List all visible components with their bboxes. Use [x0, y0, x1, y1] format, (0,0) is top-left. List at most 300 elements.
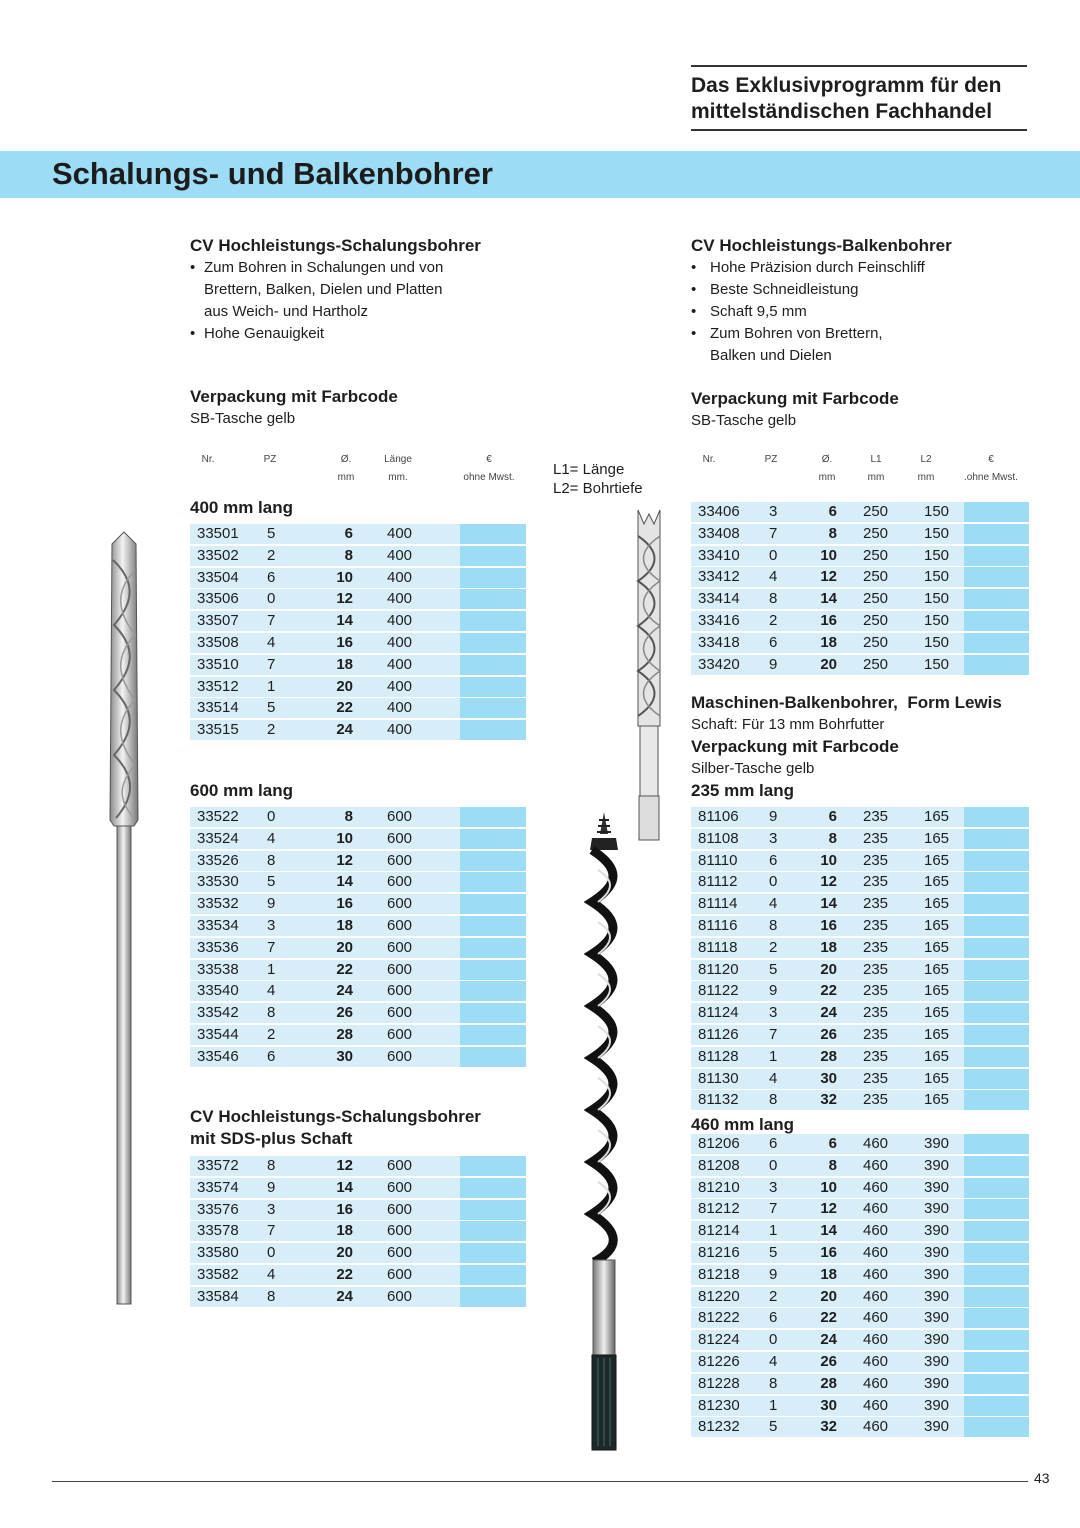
col-price-unit: ohne Mwst. — [463, 472, 515, 483]
price-cell — [460, 829, 526, 849]
cell-diameter: 10 — [820, 1178, 837, 1196]
cell-l2: 165 — [924, 1091, 950, 1109]
cell-pz: 1 — [267, 960, 276, 978]
cell-pz: 3 — [769, 1004, 778, 1022]
cell-l1: 250 — [863, 524, 889, 542]
cell-l2: 390 — [924, 1353, 950, 1370]
price-cell — [460, 894, 526, 914]
cell-pz: 3 — [769, 1178, 778, 1196]
price-cell — [964, 851, 1029, 871]
cell-pz: 4 — [769, 895, 778, 913]
cell-nr: 81226 — [698, 1353, 740, 1370]
cell-l1: 460 — [863, 1156, 889, 1174]
cell-pz: 8 — [769, 1091, 778, 1109]
cell-pz: 2 — [769, 1287, 778, 1305]
cell-pz: 5 — [267, 699, 276, 717]
col-price-unit: .ohne Mwst. — [964, 472, 1018, 483]
cell-length: 600 — [387, 1178, 413, 1196]
table-row — [190, 589, 526, 609]
cell-diameter: 14 — [820, 1222, 837, 1240]
price-cell — [460, 568, 526, 588]
cell-l1: 250 — [863, 633, 889, 651]
col-pz: PZ — [263, 454, 277, 465]
cell-length: 600 — [387, 1026, 413, 1043]
price-cell — [964, 1265, 1029, 1285]
price-cell — [964, 633, 1029, 653]
cell-length: 600 — [387, 1047, 413, 1065]
cell-nr: 81230 — [698, 1396, 740, 1414]
price-cell — [460, 981, 526, 1001]
cell-pz: 5 — [267, 873, 276, 891]
page-number: 43 — [1034, 1470, 1050, 1486]
cell-length: 600 — [387, 1157, 413, 1174]
cell-nr: 33582 — [197, 1266, 239, 1283]
cell-pz: 1 — [769, 1396, 778, 1414]
cell-pz: 6 — [267, 568, 276, 586]
cell-l2: 165 — [924, 917, 950, 934]
price-cell — [460, 546, 526, 566]
table-row — [691, 807, 1029, 827]
cell-nr: 33580 — [197, 1244, 239, 1262]
cell-diameter: 8 — [828, 524, 837, 542]
table-row — [691, 1396, 1029, 1416]
cell-nr: 33420 — [698, 655, 740, 673]
cell-pz: 8 — [267, 1157, 276, 1174]
right-packaging-sub: SB-Tasche gelb — [691, 412, 797, 429]
cell-pz: 0 — [267, 1244, 276, 1262]
bullet-text: aus Weich- und Hartholz — [204, 303, 368, 320]
cell-pz: 7 — [769, 524, 778, 542]
table-row — [190, 938, 526, 958]
cell-nr: 33510 — [197, 655, 239, 673]
price-cell — [460, 655, 526, 675]
cell-diameter: 24 — [820, 1004, 837, 1022]
cell-length: 600 — [387, 1200, 413, 1218]
table-row — [691, 916, 1029, 936]
cell-l2: 165 — [924, 851, 950, 869]
bullet-dot-icon: • — [691, 259, 697, 276]
cell-nr: 33538 — [197, 960, 239, 978]
cell-diameter: 12 — [336, 590, 353, 608]
table-row — [691, 524, 1029, 544]
cell-diameter: 12 — [820, 1200, 837, 1218]
cell-diameter: 28 — [336, 1026, 353, 1043]
left-packaging-title: Verpackung mit Farbcode — [190, 387, 398, 406]
cell-length: 400 — [387, 546, 413, 564]
cell-nr: 33584 — [197, 1287, 239, 1305]
table-row — [190, 1156, 526, 1176]
bullet-text: Brettern, Balken, Dielen und Platten — [204, 281, 443, 298]
cell-nr: 81106 — [698, 808, 739, 825]
price-cell — [460, 960, 526, 980]
cell-nr: 81224 — [698, 1331, 740, 1349]
cell-length: 600 — [387, 1244, 413, 1262]
cell-diameter: 20 — [820, 1287, 837, 1305]
price-cell — [460, 938, 526, 958]
cell-l1: 460 — [863, 1418, 889, 1436]
cell-l1: 460 — [863, 1200, 889, 1218]
cell-l1: 235 — [863, 895, 889, 913]
price-cell — [460, 1047, 526, 1067]
cell-pz: 4 — [267, 829, 276, 847]
bullet-text: Hohe Präzision durch Feinschliff — [710, 259, 925, 276]
col-diameter: Ø. — [340, 454, 352, 465]
cell-diameter: 26 — [820, 1026, 837, 1043]
cell-nr: 33418 — [698, 633, 740, 651]
cell-pz: 1 — [769, 1047, 778, 1065]
table-row — [691, 1025, 1029, 1045]
cell-diameter: 8 — [828, 1156, 837, 1174]
cell-nr: 33534 — [197, 917, 239, 934]
price-cell — [964, 829, 1029, 849]
cell-length: 400 — [387, 655, 413, 673]
cell-pz: 2 — [769, 612, 778, 629]
cell-pz: 9 — [769, 808, 778, 825]
price-cell — [964, 1221, 1029, 1241]
drill-bit-long-icon — [104, 530, 144, 1310]
cell-l2: 150 — [924, 546, 950, 564]
col-l1: L1 — [870, 454, 882, 465]
cell-l1: 250 — [863, 655, 889, 673]
cell-nr: 33542 — [197, 1004, 239, 1022]
cell-l2: 165 — [924, 960, 950, 978]
cell-l2: 165 — [924, 873, 950, 891]
price-cell — [964, 1352, 1029, 1372]
cell-diameter: 6 — [828, 1135, 837, 1152]
cell-pz: 6 — [769, 633, 778, 651]
section-600mm: 600 mm lang — [190, 781, 293, 800]
cell-length: 400 — [387, 612, 413, 630]
cell-length: 600 — [387, 938, 413, 956]
price-cell — [460, 1200, 526, 1220]
cell-nr: 81112 — [698, 873, 738, 891]
cell-length: 400 — [387, 525, 413, 542]
cell-l1: 460 — [863, 1287, 889, 1305]
cell-diameter: 24 — [336, 982, 353, 1000]
cell-pz: 5 — [267, 525, 276, 542]
cell-pz: 9 — [267, 1178, 276, 1196]
cell-l2: 150 — [924, 568, 950, 586]
price-cell — [964, 807, 1029, 827]
cell-nr: 33501 — [197, 525, 239, 542]
cell-l1: 235 — [863, 1091, 889, 1109]
cell-l2: 165 — [924, 1026, 950, 1043]
cell-l2: 390 — [924, 1331, 950, 1349]
cell-diameter: 28 — [820, 1047, 837, 1065]
cell-pz: 7 — [769, 1200, 778, 1218]
table-row — [190, 1221, 526, 1241]
cell-nr: 81210 — [698, 1178, 740, 1196]
cell-length: 600 — [387, 1266, 413, 1283]
table-row — [691, 589, 1029, 609]
cell-l2: 165 — [924, 808, 950, 825]
table-row — [190, 894, 526, 914]
cell-l2: 165 — [924, 895, 950, 913]
price-cell — [964, 1199, 1029, 1219]
cell-l2: 165 — [924, 938, 950, 956]
price-cell — [964, 960, 1029, 980]
bullet-text: Hohe Genauigkeit — [204, 325, 325, 342]
table-row — [691, 1330, 1029, 1350]
cell-l2: 150 — [924, 633, 950, 651]
cell-nr: 33506 — [197, 590, 239, 608]
cell-diameter: 18 — [820, 1265, 837, 1283]
cell-diameter: 16 — [820, 917, 837, 934]
price-cell — [964, 611, 1029, 631]
auger-bit-flat-tip-icon — [632, 506, 666, 846]
cell-nr: 33530 — [197, 873, 239, 891]
col-nr: Nr. — [702, 454, 716, 465]
cell-diameter: 30 — [820, 1396, 837, 1414]
cell-pz: 4 — [267, 982, 276, 1000]
table-row — [691, 960, 1029, 980]
cell-diameter: 8 — [828, 829, 837, 847]
cell-diameter: 22 — [336, 1266, 353, 1283]
table-row — [190, 807, 526, 827]
table-row — [691, 829, 1029, 849]
cell-diameter: 12 — [820, 873, 837, 891]
cell-l2: 150 — [924, 503, 950, 520]
price-cell — [964, 1069, 1029, 1089]
cell-pz: 2 — [267, 546, 276, 564]
col-pz: PZ — [764, 454, 778, 465]
table-row — [190, 872, 526, 892]
price-cell — [460, 916, 526, 936]
section-460mm: 460 mm lang — [691, 1115, 794, 1134]
table-row — [190, 720, 526, 740]
cell-diameter: 8 — [344, 808, 353, 825]
cell-pz: 4 — [267, 1266, 276, 1283]
cell-diameter: 12 — [336, 851, 353, 869]
bullet-text: Schaft 9,5 mm — [710, 303, 807, 320]
cell-pz: 0 — [267, 808, 276, 825]
cell-nr: 81108 — [698, 829, 739, 847]
cell-nr: 81130 — [698, 1069, 739, 1087]
cell-diameter: 18 — [336, 917, 353, 934]
cell-pz: 6 — [769, 1309, 778, 1327]
cell-length: 400 — [387, 568, 413, 586]
price-cell — [460, 1265, 526, 1285]
price-cell — [964, 1287, 1029, 1307]
table-row — [691, 894, 1029, 914]
cell-l1: 460 — [863, 1396, 889, 1414]
price-cell — [964, 1417, 1029, 1437]
cell-nr: 33515 — [197, 721, 239, 739]
cell-pz: 5 — [769, 1418, 778, 1436]
cell-nr: 33576 — [197, 1200, 239, 1218]
cell-diameter: 16 — [336, 634, 353, 651]
cell-pz: 2 — [267, 721, 276, 739]
cell-l1: 250 — [863, 568, 889, 586]
col-price: € — [486, 454, 492, 465]
cell-nr: 33514 — [197, 699, 239, 717]
price-cell — [964, 938, 1029, 958]
cell-pz: 3 — [769, 503, 778, 520]
cell-l2: 390 — [924, 1135, 950, 1152]
cell-diameter: 18 — [820, 938, 837, 956]
table-row — [190, 1265, 526, 1285]
cell-l1: 235 — [863, 851, 889, 869]
footer-rule — [52, 1481, 1028, 1482]
cell-nr: 81118 — [698, 938, 738, 956]
price-cell — [964, 1156, 1029, 1176]
table-row — [691, 567, 1029, 587]
col-diameter: Ø. — [821, 454, 833, 465]
cell-l2: 165 — [924, 1004, 950, 1022]
cell-diameter: 32 — [820, 1418, 837, 1436]
cell-diameter: 26 — [820, 1353, 837, 1370]
col-l2-unit: mm — [917, 472, 935, 483]
price-cell — [964, 1178, 1029, 1198]
price-cell — [964, 872, 1029, 892]
section-235mm: 235 mm lang — [691, 781, 794, 800]
cell-pz: 0 — [769, 1331, 778, 1349]
bullet-dot-icon: • — [691, 303, 697, 320]
cell-nr: 81216 — [698, 1244, 740, 1261]
cell-l1: 250 — [863, 612, 889, 629]
page-title: Schalungs- und Balkenbohrer — [52, 156, 493, 191]
cell-nr: 33574 — [197, 1178, 239, 1196]
cell-nr: 81124 — [698, 1004, 739, 1022]
price-cell — [964, 894, 1029, 914]
cell-diameter: 20 — [336, 938, 353, 956]
cell-nr: 33502 — [197, 546, 239, 564]
cell-nr: 81220 — [698, 1287, 740, 1305]
table-row — [691, 1243, 1029, 1263]
cell-pz: 8 — [769, 917, 778, 934]
cell-diameter: 16 — [820, 612, 837, 629]
cell-diameter: 22 — [336, 699, 353, 717]
cell-nr: 81132 — [698, 1091, 739, 1109]
cell-pz: 7 — [267, 938, 276, 956]
cell-diameter: 14 — [336, 873, 353, 891]
cell-nr: 33512 — [197, 677, 239, 695]
cell-nr: 81212 — [698, 1200, 740, 1218]
table-row — [691, 1374, 1029, 1394]
lewis-title — [691, 692, 1002, 714]
price-cell — [964, 1090, 1029, 1110]
cell-length: 600 — [387, 960, 413, 978]
table-row — [691, 1047, 1029, 1067]
cell-length: 600 — [387, 1222, 413, 1240]
table-row — [190, 851, 526, 871]
cell-pz: 1 — [769, 1222, 778, 1240]
cell-nr: 81214 — [698, 1222, 740, 1240]
price-cell — [460, 1003, 526, 1023]
program-header-line2: mittelständischen Fachhandel — [691, 100, 993, 123]
cell-diameter: 6 — [344, 525, 353, 542]
right-packaging-title: Verpackung mit Farbcode — [691, 389, 899, 408]
table-row — [691, 502, 1029, 522]
cell-pz: 2 — [769, 938, 778, 956]
col-l2: L2 — [920, 454, 932, 465]
price-cell — [460, 1221, 526, 1241]
cell-diameter: 18 — [336, 655, 353, 673]
cell-diameter: 24 — [820, 1331, 837, 1349]
cell-diameter: 30 — [336, 1047, 353, 1065]
cell-l1: 235 — [863, 1004, 889, 1022]
cell-nr: 33578 — [197, 1222, 239, 1240]
cell-nr: 33532 — [197, 895, 239, 913]
col-nr: Nr. — [201, 454, 215, 465]
cell-nr: 33416 — [698, 612, 740, 629]
sds-title-line2: mit SDS-plus Schaft — [190, 1129, 353, 1148]
cell-pz: 8 — [769, 590, 778, 608]
table-row — [691, 655, 1029, 675]
cell-l2: 390 — [924, 1178, 950, 1196]
cell-nr: 33412 — [698, 568, 740, 586]
price-cell — [460, 524, 526, 544]
cell-diameter: 28 — [820, 1374, 837, 1392]
table-row — [691, 1134, 1029, 1154]
table-row — [190, 611, 526, 631]
price-cell — [460, 611, 526, 631]
cell-l2: 165 — [924, 982, 950, 1000]
cell-nr: 81218 — [698, 1265, 740, 1283]
cell-nr: 33546 — [197, 1047, 239, 1065]
bullet-dot-icon: • — [691, 325, 697, 342]
cell-nr: 81110 — [698, 851, 738, 869]
cell-nr: 33406 — [698, 503, 740, 520]
table-row — [190, 546, 526, 566]
cell-l1: 250 — [863, 546, 889, 564]
cell-diameter: 18 — [336, 1222, 353, 1240]
cell-pz: 6 — [769, 1135, 778, 1152]
cell-diameter: 16 — [336, 1200, 353, 1218]
cell-diameter: 6 — [828, 808, 837, 825]
cell-l2: 165 — [924, 829, 950, 847]
cell-diameter: 14 — [820, 895, 837, 913]
table-row — [691, 1221, 1029, 1241]
cell-nr: 81116 — [698, 917, 738, 934]
cell-pz: 3 — [769, 829, 778, 847]
cell-nr: 81128 — [698, 1047, 739, 1065]
cell-length: 400 — [387, 721, 413, 739]
table-row — [190, 1287, 526, 1307]
cell-nr: 81222 — [698, 1309, 740, 1327]
cell-length: 600 — [387, 982, 413, 1000]
lewis-shaft: Schaft: Für 13 mm Bohrfutter — [691, 716, 885, 733]
cell-pz: 8 — [769, 1374, 778, 1392]
table-row — [691, 1178, 1029, 1198]
cell-nr: 33526 — [197, 851, 239, 869]
col-length-unit: mm. — [388, 472, 408, 483]
cell-diameter: 20 — [336, 1244, 353, 1262]
cell-diameter: 20 — [336, 677, 353, 695]
cell-l1: 235 — [863, 1047, 889, 1065]
right-product-title: CV Hochleistungs-Balkenbohrer — [691, 236, 952, 255]
table-row — [691, 546, 1029, 566]
lewis-packaging-sub: Silber-Tasche gelb — [691, 760, 815, 777]
cell-nr: 33408 — [698, 524, 740, 542]
price-cell — [460, 807, 526, 827]
price-cell — [964, 1396, 1029, 1416]
table-row — [190, 960, 526, 980]
cell-nr: 33540 — [197, 982, 239, 1000]
price-cell — [460, 872, 526, 892]
cell-l1: 250 — [863, 503, 889, 520]
table-row — [691, 1069, 1029, 1089]
table-row — [691, 1003, 1029, 1023]
cell-length: 600 — [387, 829, 413, 847]
program-header — [691, 65, 1027, 131]
cell-l1: 250 — [863, 590, 889, 608]
price-cell — [964, 524, 1029, 544]
col-diameter-unit: mm — [337, 472, 355, 483]
cell-length: 400 — [387, 699, 413, 717]
legend-l2: L2= Bohrtiefe — [553, 480, 643, 497]
col-diameter-unit: mm — [818, 472, 836, 483]
